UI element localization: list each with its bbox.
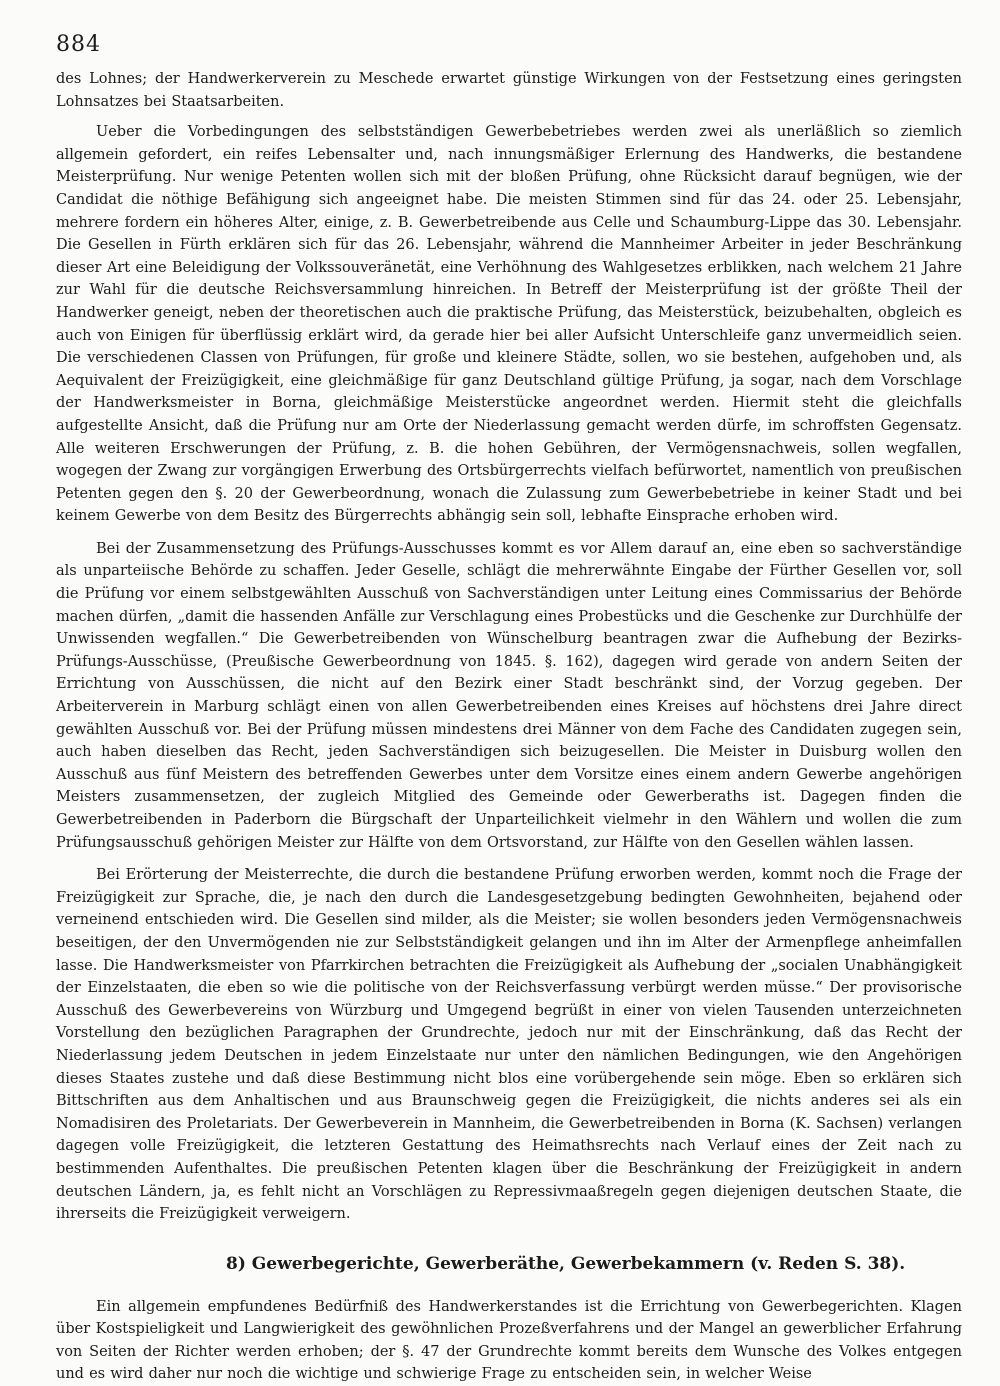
section-heading: 8) Gewerbegerichte, Gewerberäthe, Gewerbekammern (v. Reden S. 38). bbox=[226, 1253, 906, 1274]
paragraph-examination-committee: Bei der Zusammensetzung des Prüfungs-Ausschusses kommt es vor Allem darauf an, eine eben so sachverständige als unparteiische Behörde zu schaffen. Jeder Geselle, schlägt die mehrerwähnte Eingabe der Fürther Gesellen vor, soll die Prüfung vor einem selbstgewählten Ausschuß von Sachverständigen unter Leitung eines Commissarius der Behörde machen dürfen, „damit die hassenden Anfälle zur Verschlagung eines Probestücks und die Geschenke zur Durchhülfe der Unwissenden wegfallen.“ Die Gewerbetreibenden von Wünschelburg beantragen zwar die Aufhebung der Bezirks-Prüfungs-Ausschüsse, (Preußische Gewerbeordnung von 1845. §. 162), dagegen wird gerade von andern Seiten der Errichtung von Ausschüssen, die nicht auf den Bezirk einer Stadt beschränkt sind, der Vorzug gegeben. Der Arbeiterverein in Marburg schlägt einen von allen Gewerbetreibenden eines Kreises auf höchstens drei Jahre direct gewählten Ausschuß vor. Bei der Prüfung müssen mindestens drei Männer von dem Fache des Candidaten zugegen sein, auch haben dieselben das Recht, jeden Sachverständigen sich beizugesellen. Die Meister in Duisburg wollen den Ausschuß aus fünf Meistern des betreffenden Gewerbes unter dem Vorsitze eines einem andern Gewerbe angehörigen Meisters zusammensetzen, der zugleich Mitglied des Gemeinde oder Gewerberaths ist. Dagegen finden die Gewerbetreibenden in Paderborn die Bürgschaft der Unparteilichkeit vielmehr in den Wählern und wollen die zum Prüfungsausschuß gehörigen Meister zur Hälfte von dem Ortsvorstand, zur Hälfte von den Gesellen wählen lassen. bbox=[56, 540, 962, 851]
page-number: 884 bbox=[56, 32, 101, 57]
paragraph-continuation: des Lohnes; der Handwerkerverein zu Meschede erwartet günstige Wirkungen von der Festsetzung eines geringsten Lohnsatzes bei Staatsarbeiten. bbox=[56, 71, 962, 110]
paragraph-freedom-of-movement: Bei Erörterung der Meisterrechte, die durch die bestandene Prüfung erworben werden, kommt noch die Frage der Freizügigkeit zur Sprache, die, je nach den durch die Landesgesetzgebung bedingten Gewohnheiten, bejahend oder verneinend entschieden wird. Die Gesellen sind milder, als die Meister; sie wollen besonders jeden Vermögensnachweis beseitigen, der den Unvermögenden nie zur Selbstständigkeit gelangen und ihn im Alter der Armenpflege anheimfallen lasse. Die Handwerksmeister von Pfarrkirchen betrachten die Freizügigkeit als Aufhebung der „socialen Unabhängigkeit der Einzelstaaten, die eben so wie die politische von der Reichsverfassung verbürgt werden müsse.“ Der provisorische Ausschuß des Gewerbevereins von Würzburg und Umgegend begrüßt in einer von vielen Tausenden unterzeichneten Vorstellung den bezüglichen Paragraphen der Grundrechte, jedoch nur mit der Einschränkung, daß das Recht der Niederlassung jedem Deutschen in jedem Einzelstaate nur unter den nämlichen Bedingungen, wie den Angehörigen dieses Staates zustehe und daß diese Bestimmung nicht blos eine vorübergehende sein möge. Eben so erklären sich Bittschriften aus dem Anhaltischen und aus Braunschweig gegen die Freizügigkeit, die nichts anderes sei als ein Nomadisiren des Proletariats. Der Gewerbeverein in Mannheim, die Gewerbetreibenden in Borna (K. Sachsen) verlangen dagegen volle Freizügigkeit, die letzteren Gestattung des Heimathsrechts nach Verlauf eines der Zeit nach zu bestimmenden Aufenthaltes. Die preußischen Petenten klagen über die Beschränkung der Freizügigkeit in andern deutschen Ländern, ja, es fehlt nicht an Vorschlägen zu Repressivmaaßregeln gegen diejenigen deutschen Staate, die ihrerseits die Freizügigkeit verweigern. bbox=[56, 867, 962, 1223]
paragraph-prerequisites: Ueber die Vorbedingungen des selbstständigen Gewerbebetriebes werden zwei als unerläßlich so ziemlich allgemein gefordert, ein reifes Lebensalter und, nach innungsmäßiger Erlernung des Handwerks, die bestandene Meisterprüfung. Nur wenige Petenten wollen sich mit der bloßen Prüfung, ohne Rücksicht darauf begnügen, wie der Candidat die nöthige Befähigung sich angeeignet habe. Die meisten Stimmen sind für das 24. oder 25. Lebensjahr, mehrere fordern ein höheres Alter, einige, z. B. Gewerbetreibende aus Celle und Schaumburg-Lippe das 30. Lebensjahr. Die Gesellen in Fürth erklären sich für das 26. Lebensjahr, während die Mannheimer Arbeiter in jeder Beschränkung dieser Art eine Beleidigung der Volkssouveränetät, eine Verhöhnung des Wahlgesetzes erblikken, nach welchem 21 Jahre zur Wahl für die deutsche Reichsversammlung hinreichen. In Betreff der Meisterprüfung ist der größte Theil der Handwerker geneigt, neben der theoretischen auch die praktische Prüfung, das Meisterstück, beizubehalten, obgleich es auch von Einigen für überflüssig erklärt wird, da gerade hier bei aller Aufsicht Unterschleife ganz unvermeidlich seien. Die verschiedenen Classen von Prüfungen, für große und kleinere Städte, sollen, wo sie bestehen, aufgehoben und, als Aequivalent der Freizügigkeit, eine gleichmäßige für ganz Deutschland gültige Prüfung, ja sogar, nach dem Vorschlage der Handwerksmeister in Borna, gleichmäßige Meisterstücke angeordnet werden. Hiermit steht die gleichfalls aufgestellte Ansicht, daß die Prüfung nur am Orte der Niederlassung gemacht werden dürfe, im schroffsten Gegensatz. Alle weiteren Erschwerungen der Prüfung, z. B. die hohen Gebühren, der Vermögensnachweis, sollen wegfallen, wogegen der Zwang zur vorgängigen Erwerbung des Ortsbürgerrechts vielfach befürwortet, namentlich von preußischen Petenten gegen den §. 20 der Gewerbeordnung, wonach die Zulassung zum Gewerbebetriebe in keiner Stadt und bei keinem Gewerbe von dem Besitz des Bürgerrechts abhängig sein soll, lebhafte Einsprache erhoben wird. bbox=[56, 124, 962, 525]
paragraph-trade-courts: Ein allgemein empfundenes Bedürfniß des Handwerkerstandes ist die Errichtung von Gewerbegerichten. Klagen über Kostspieligkeit und Langwierigkeit des gewöhnlichen Prozeßverfahrens und der Mangel an gewerblicher Erfahrung von Seiten der Richter werden erhoben; der §. 47 der Grundrechte kommt bereits dem Wunsche des Volkes entgegen und es wird daher nur noch die wichtige und schwierige Frage zu entscheiden sein, in welcher Weise bbox=[56, 1298, 962, 1383]
